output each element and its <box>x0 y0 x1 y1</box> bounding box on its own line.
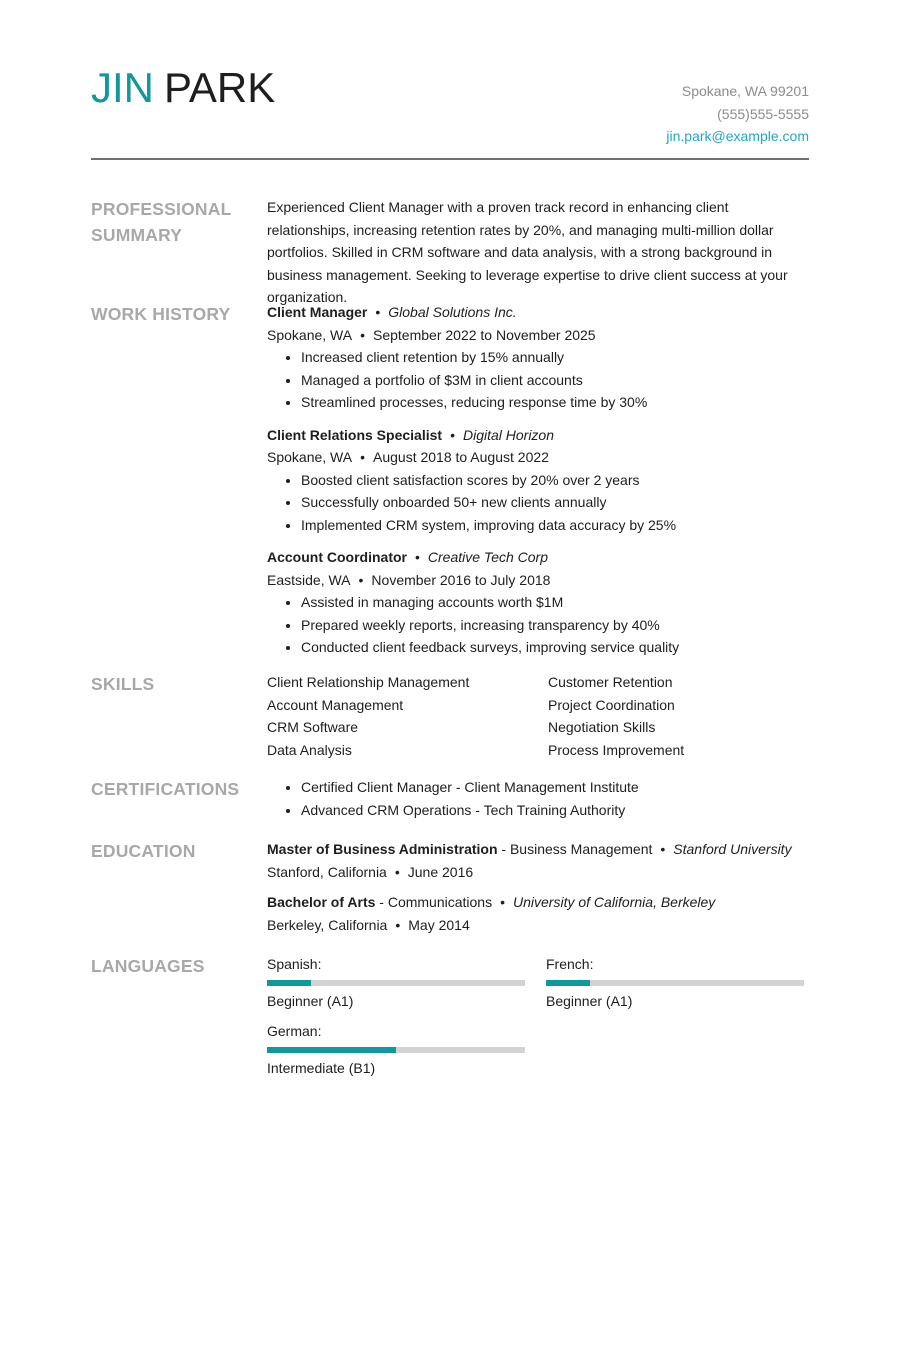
separator-dot: • <box>394 863 400 880</box>
education-meta <box>267 914 809 937</box>
skill-item: Account Management <box>267 696 404 713</box>
job-location: Spokane, WA <box>267 326 353 343</box>
job-bullets <box>267 469 809 537</box>
job-heading <box>267 546 809 569</box>
education-entry <box>267 838 809 883</box>
separator-dot: • <box>500 894 506 910</box>
company-name: Digital Horizon <box>462 426 555 443</box>
graduation-date: June 2016 <box>407 863 474 880</box>
language-entry <box>546 953 809 1012</box>
bullet-item: • Conducted client feedback surveys, improving service quality <box>301 636 809 659</box>
phone: (555)555-5555 <box>717 105 809 122</box>
section-body <box>267 196 809 309</box>
field-of-study: - Communications <box>379 894 493 910</box>
skill-item: CRM Software <box>267 719 359 735</box>
proficiency-bar <box>546 980 804 986</box>
first-name: JIN <box>91 64 154 111</box>
job-title: Client Manager <box>267 304 368 320</box>
job-meta <box>267 324 809 347</box>
school-location: Berkeley, California <box>267 916 388 933</box>
candidate-name <box>91 64 275 112</box>
skills-grid <box>267 671 809 761</box>
separator-dot: • <box>358 571 364 588</box>
separator-dot: • <box>395 916 401 933</box>
education-heading <box>267 838 809 861</box>
separator-dot: • <box>360 326 365 343</box>
section-label: EDUCATION <box>91 841 196 861</box>
email-link[interactable]: jin.park@example.com <box>666 128 809 144</box>
job-heading <box>267 424 809 447</box>
summary-text: Experienced Client Manager with a proven track record in enhancing client relationships, increasing retention rates by 20%, and managing multi-million dollar portfolios. Skilled in CRM software and data analysis, with a strong background in business management. Seeking to leverage expertise to drive client success at your organization. <box>267 199 788 305</box>
field-of-study: - Business Management <box>501 841 653 857</box>
bullet-item: • Increased client retention by 15% annually <box>301 346 809 369</box>
language-entry <box>267 953 546 1012</box>
bullet-item: • Implemented CRM system, improving data accuracy by 25% <box>301 514 809 537</box>
section-label: SKILLS <box>91 674 155 694</box>
certification-item: • Certified Client Manager - Client Management Institute <box>301 776 809 799</box>
job-entry <box>267 546 809 659</box>
job-meta <box>267 446 809 469</box>
bullet-item: • Successfully onboarded 50+ new clients annually <box>301 491 809 514</box>
address: Spokane, WA 99201 <box>681 83 809 99</box>
skill-item: Negotiation Skills <box>548 719 656 735</box>
language-grid <box>267 953 809 1079</box>
job-dates: September 2022 to November 2025 <box>373 326 596 343</box>
job-title: Client Relations Specialist <box>267 426 443 443</box>
separator-dot: • <box>415 549 420 565</box>
section-body <box>267 301 809 669</box>
section-body <box>267 953 809 1079</box>
language-level: Beginner (A1) <box>267 992 354 1009</box>
language-entry <box>267 1020 546 1079</box>
bullet-item: • Boosted client satisfaction scores by 20% over 2 years <box>301 469 809 492</box>
section-label: PROFESSIONAL SUMMARY <box>91 199 232 245</box>
proficiency-bar-fill <box>267 980 311 986</box>
section-label: WORK HISTORY <box>91 304 231 324</box>
proficiency-bar-fill <box>546 980 590 986</box>
job-title: Account Coordinator <box>267 549 407 565</box>
job-dates: November 2016 to July 2018 <box>371 571 551 588</box>
skill-item: Process Improvement <box>548 741 685 758</box>
job-entry <box>267 301 809 414</box>
job-bullets <box>267 346 809 414</box>
skill-item: Customer Retention <box>548 674 673 690</box>
school-location: Stanford, California <box>267 863 387 880</box>
education-entry <box>267 891 809 936</box>
skill-item: Project Coordination <box>548 696 675 713</box>
job-location: Eastside, WA <box>267 571 351 588</box>
language-name: French: <box>546 956 594 972</box>
job-bullets <box>267 591 809 659</box>
contact-info <box>666 80 809 148</box>
language-name: German: <box>267 1023 322 1039</box>
company-name: Creative Tech Corp <box>427 549 548 565</box>
job-entry <box>267 424 809 537</box>
bullet-item: • Assisted in managing accounts worth $1M <box>301 591 809 614</box>
school-name: Stanford University <box>673 841 792 857</box>
job-location: Spokane, WA <box>267 449 353 465</box>
separator-dot: • <box>450 426 455 443</box>
section-label: LANGUAGES <box>91 956 205 976</box>
school-name: University of California, Berkeley <box>513 894 716 910</box>
proficiency-bar-fill <box>267 1047 396 1053</box>
proficiency-bar <box>267 1047 525 1053</box>
bullet-item: • Streamlined processes, reducing response time by 30% <box>301 391 809 414</box>
section-label: CERTIFICATIONS <box>91 779 240 799</box>
education-heading <box>267 891 809 914</box>
bullet-item: • Prepared weekly reports, increasing transparency by 40% <box>301 614 809 637</box>
skill-item: Client Relationship Management <box>267 674 470 690</box>
section-body <box>267 838 809 944</box>
last-name: PARK <box>164 64 276 111</box>
job-dates: August 2018 to August 2022 <box>373 449 549 465</box>
resume-header <box>91 60 809 160</box>
language-level: Intermediate (B1) <box>267 1059 376 1076</box>
certification-list <box>267 776 809 821</box>
section-body <box>267 776 809 821</box>
skill-item: Data Analysis <box>267 741 352 758</box>
header-divider <box>91 158 809 160</box>
bullet-item: • Managed a portfolio of $3M in client accounts <box>301 369 809 392</box>
job-meta <box>267 569 809 592</box>
separator-dot: • <box>360 449 365 465</box>
language-level: Beginner (A1) <box>546 992 633 1009</box>
section-body <box>267 671 809 761</box>
language-name: Spanish: <box>267 956 322 972</box>
separator-dot: • <box>375 304 381 320</box>
graduation-date: May 2014 <box>408 916 470 933</box>
certification-item: • Advanced CRM Operations - Tech Training Authority <box>301 799 809 822</box>
proficiency-bar <box>267 980 525 986</box>
job-heading <box>267 301 809 324</box>
education-meta <box>267 861 809 884</box>
degree: Master of Business Administration <box>267 841 498 857</box>
degree: Bachelor of Arts <box>267 894 376 910</box>
company-name: Global Solutions Inc. <box>388 304 517 320</box>
separator-dot: • <box>660 841 666 857</box>
